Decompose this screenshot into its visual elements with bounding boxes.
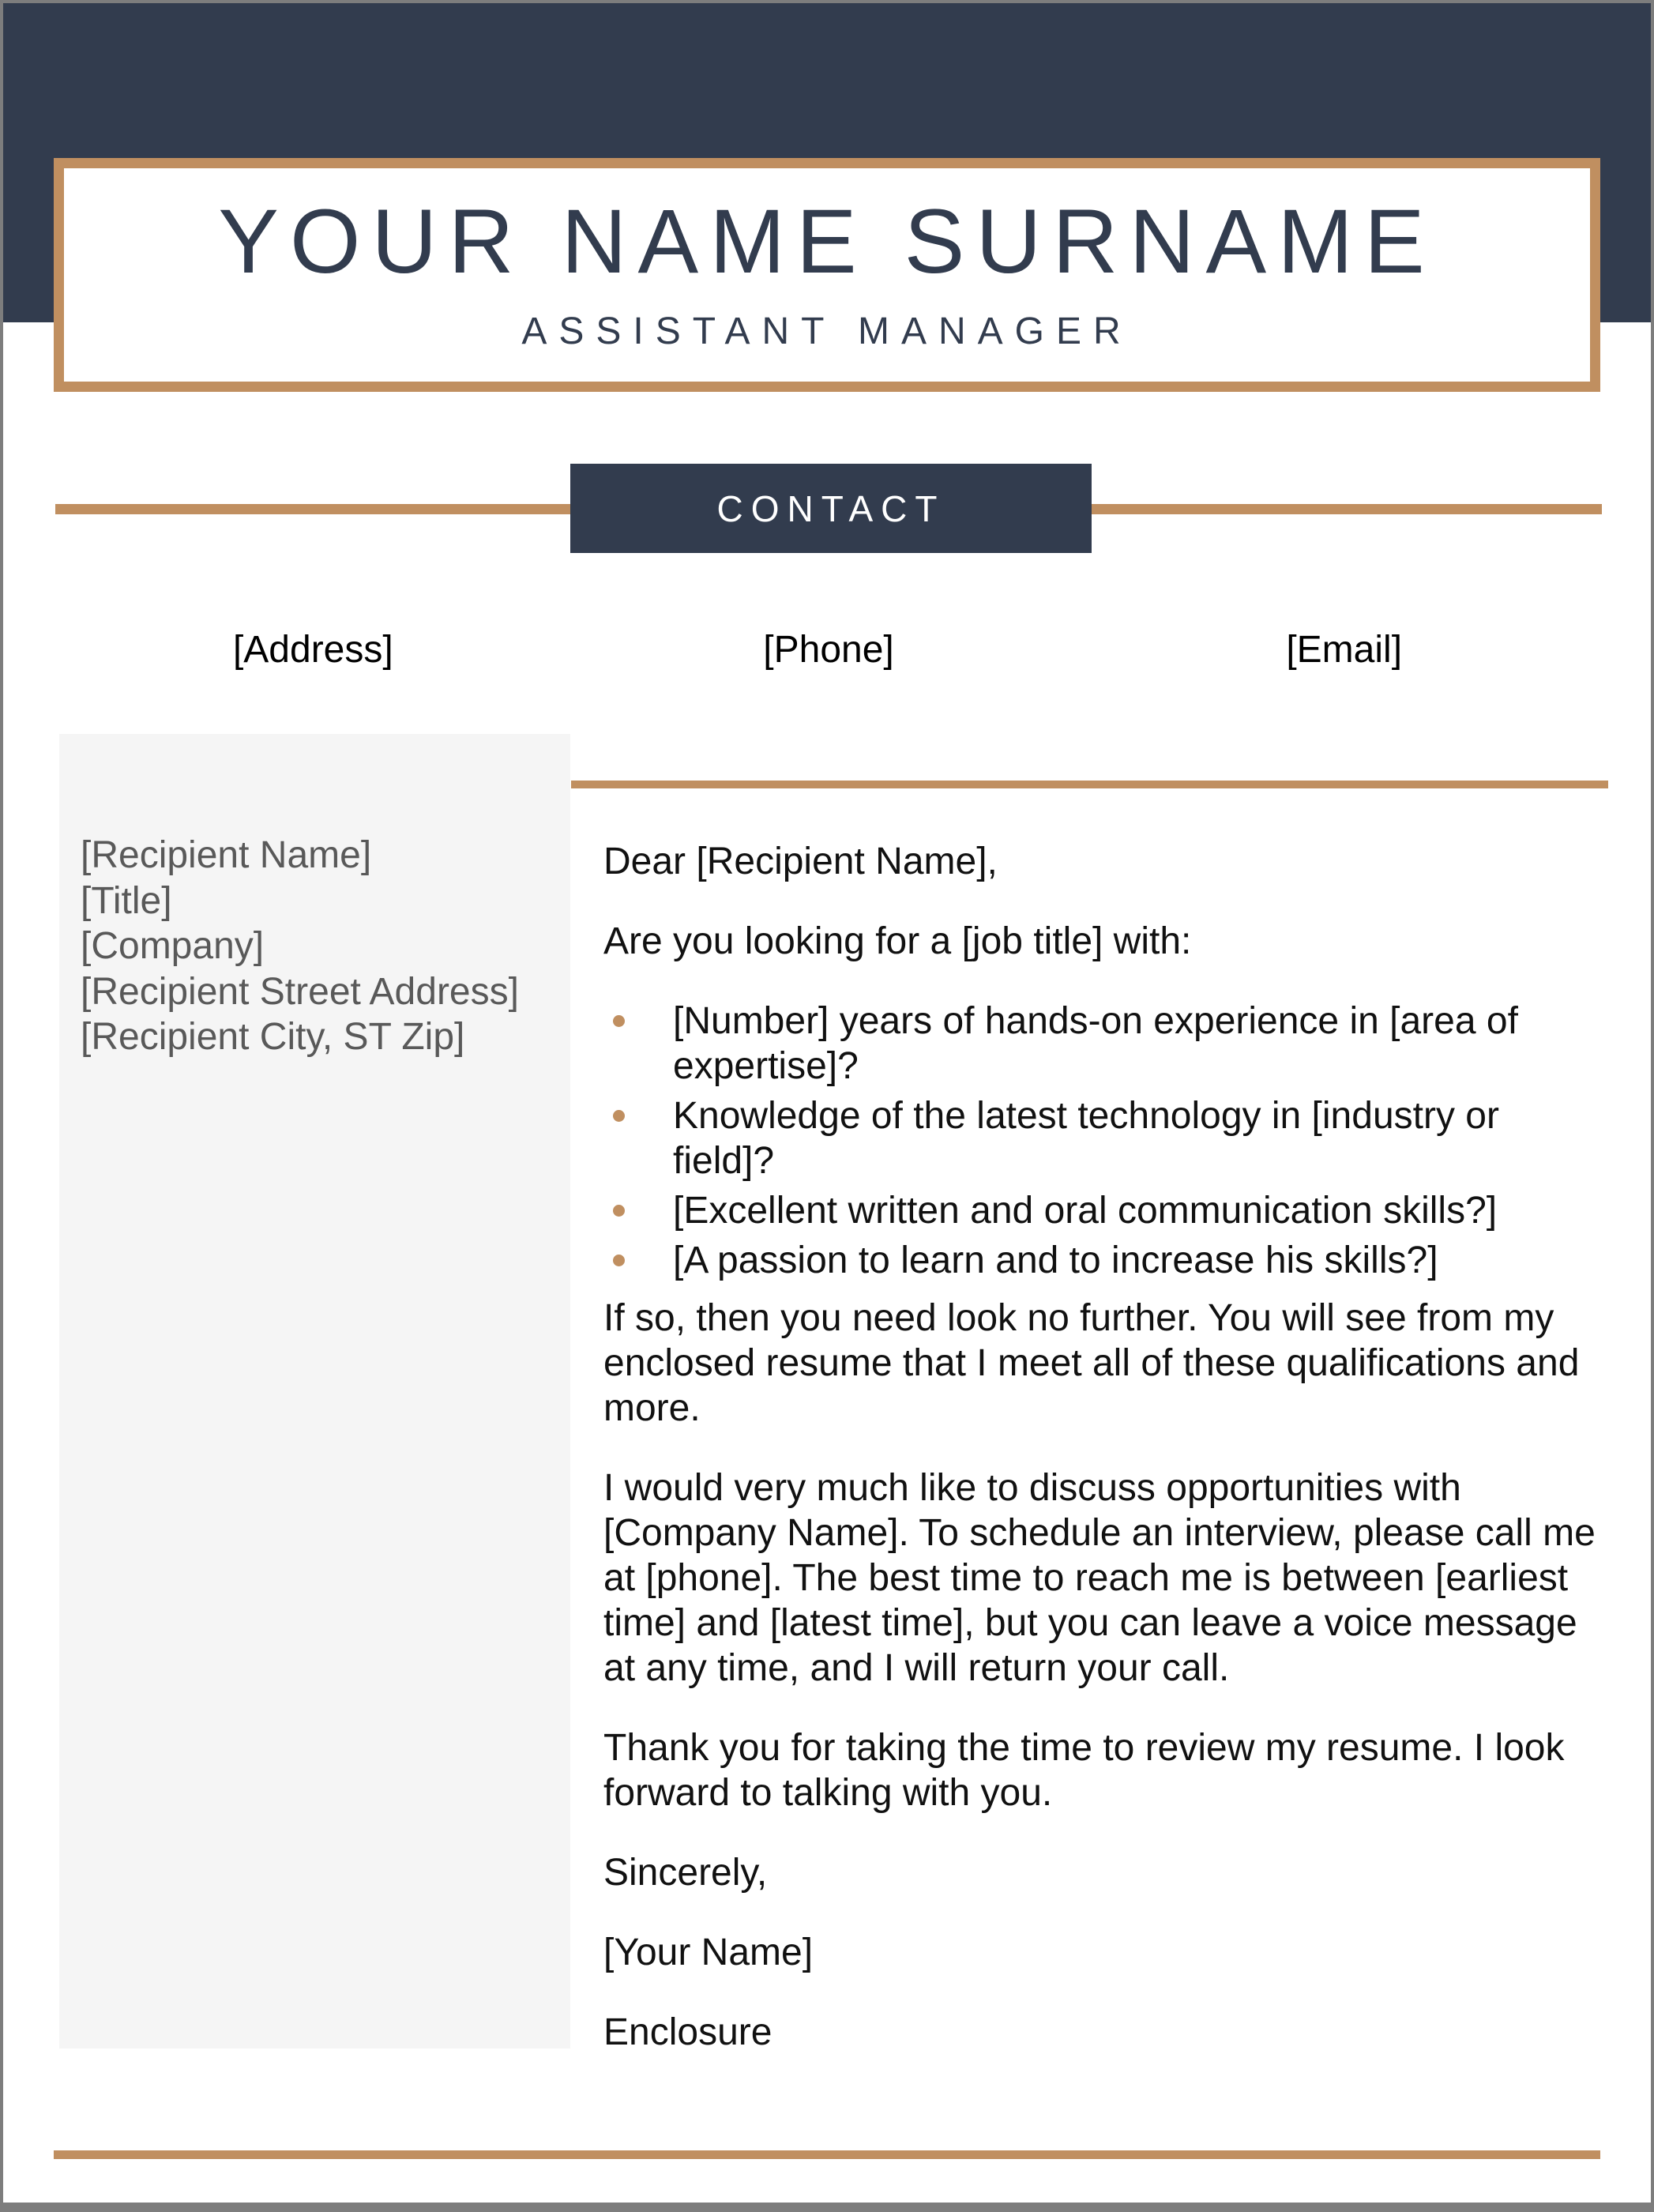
document-page xyxy=(3,3,1651,2203)
qualification-list xyxy=(603,999,1607,1283)
person-name: YOUR NAME SURNAME xyxy=(218,191,1436,292)
recipient-street-address: [Recipient Street Address] xyxy=(81,970,519,1013)
qualification-item: [A passion to learn and to increase his skills?] xyxy=(603,1238,1607,1283)
contact-email: [Email] xyxy=(1286,629,1403,671)
letter-body xyxy=(571,788,1607,2090)
recipient-name: [Recipient Name] xyxy=(81,834,372,876)
letter-paragraph: If so, then you need look no further. You will see from my enclosed resume that I meet all of these qualifications and more. xyxy=(603,1297,1580,1429)
letter-closing: Sincerely, xyxy=(603,1852,768,1894)
qualification-item: [Number] years of hands-on experience in [area of expertise]? xyxy=(603,999,1607,1089)
qualification-item: Knowledge of the latest technology in [industry or field]? xyxy=(603,1093,1607,1183)
contact-heading: CONTACT xyxy=(716,487,945,529)
letter-paragraph: I would very much like to discuss opportunities with [Company Name]. To schedule an interview, please call me at [phone]. The best time to reach me is between [earliest time] and [latest time], but you can leave a voice message at any time, and I will return your call. xyxy=(603,1467,1596,1689)
letter-signature: [Your Name] xyxy=(603,1932,814,1973)
recipient-city-state-zip: [Recipient City, ST Zip] xyxy=(81,1016,465,1058)
letter-divider-line xyxy=(571,781,1608,788)
contact-fields-row xyxy=(55,627,1602,672)
person-job-title: ASSISTANT MANAGER xyxy=(521,310,1133,352)
qualification-item: [Excellent written and oral communication skills?] xyxy=(603,1188,1607,1233)
letter-salutation: Dear [Recipient Name], xyxy=(603,841,998,882)
contact-address: [Address] xyxy=(232,629,393,671)
letter-enclosure: Enclosure xyxy=(603,2011,772,2053)
letter-intro: Are you looking for a [job title] with: xyxy=(603,920,1192,962)
letter-paragraph: Thank you for taking the time to review my resume. I look forward to talking with you. xyxy=(603,1727,1565,1814)
contact-section-header xyxy=(570,464,1092,553)
recipient-company: [Company] xyxy=(81,925,265,967)
recipient-title: [Title] xyxy=(81,879,172,922)
footer-accent-line xyxy=(54,2150,1600,2159)
header-name-box xyxy=(54,158,1600,392)
contact-phone: [Phone] xyxy=(763,629,894,671)
recipient-sidebar xyxy=(59,734,570,2048)
